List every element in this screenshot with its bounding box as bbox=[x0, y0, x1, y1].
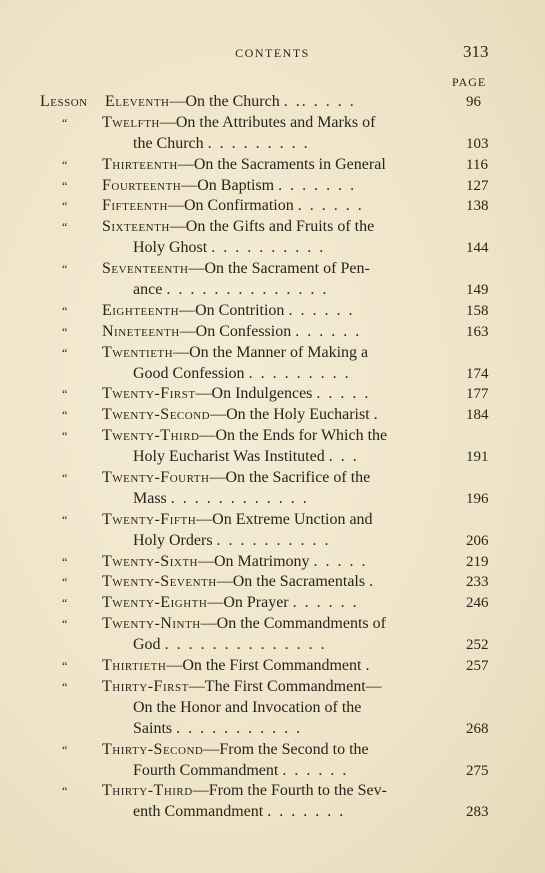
leader-dots: . . . bbox=[328, 448, 359, 466]
toc-line bbox=[0, 343, 545, 364]
entry-title: —On Indulgences bbox=[195, 385, 313, 403]
leader-dots: . . . . . . . . . . . . bbox=[170, 489, 309, 507]
entry-title: —On Contrition bbox=[179, 301, 285, 319]
leader-dots: . . . . . bbox=[316, 385, 371, 403]
entry-title: —The First Commandment— bbox=[188, 677, 382, 695]
entry-text bbox=[102, 510, 373, 531]
leader-dots: . . . . . . . bbox=[278, 176, 357, 194]
entry-text bbox=[102, 405, 380, 426]
toc-entry bbox=[0, 740, 545, 782]
entry-title: Mass bbox=[133, 489, 167, 507]
entry-page-number: 103 bbox=[466, 135, 489, 152]
entry-page-number: 149 bbox=[466, 282, 489, 299]
leader-dots: . . . . . . . . . bbox=[248, 364, 351, 382]
entry-page-number: 219 bbox=[466, 553, 489, 570]
entry-title: ance bbox=[133, 281, 163, 299]
entry-text bbox=[133, 364, 351, 385]
ditto-mark: “ bbox=[62, 617, 68, 632]
toc-line bbox=[0, 238, 545, 259]
entry-page-number: 127 bbox=[466, 177, 489, 194]
toc-line bbox=[0, 552, 545, 573]
lesson-label: Thirty-First bbox=[102, 677, 189, 695]
lesson-label: Thirty-Third bbox=[102, 782, 193, 800]
ditto-mark: “ bbox=[62, 324, 68, 339]
entry-text bbox=[102, 614, 386, 635]
lesson-label: Twenty-Second bbox=[102, 406, 211, 424]
lesson-label: Fifteenth bbox=[102, 197, 168, 215]
entry-page-number: 174 bbox=[466, 365, 489, 382]
toc-entry bbox=[0, 510, 545, 552]
leader-dots: . . . . . . . . . . . bbox=[176, 719, 303, 737]
toc-entry bbox=[0, 384, 545, 405]
entry-text bbox=[102, 155, 386, 176]
toc-line bbox=[0, 301, 545, 322]
toc-line bbox=[0, 677, 545, 698]
toc-line bbox=[0, 405, 545, 426]
toc-entry bbox=[0, 259, 545, 301]
toc-entry bbox=[0, 552, 545, 573]
toc-line bbox=[0, 196, 545, 217]
lesson-label: Twenty-Sixth bbox=[102, 552, 198, 570]
toc-line bbox=[0, 176, 545, 197]
entry-page-number: 196 bbox=[466, 490, 489, 507]
entry-text bbox=[102, 426, 387, 447]
toc-line bbox=[0, 761, 545, 782]
entry-text bbox=[102, 384, 370, 405]
entry-page-number: 233 bbox=[466, 574, 489, 591]
toc-line bbox=[0, 322, 545, 343]
leader-dots: . . . . . . bbox=[295, 322, 362, 340]
entry-title: On the Honor and Invocation of the bbox=[133, 698, 362, 716]
lesson-label: Twenty-Eighth bbox=[102, 594, 208, 612]
ditto-mark: “ bbox=[62, 679, 68, 694]
entry-page-number: 96 bbox=[466, 94, 481, 110]
entry-text bbox=[105, 92, 356, 113]
toc-entry bbox=[0, 656, 545, 677]
toc-line bbox=[0, 280, 545, 301]
ditto-mark: “ bbox=[62, 262, 68, 277]
ditto-mark: “ bbox=[62, 303, 68, 318]
toc-line bbox=[0, 572, 545, 593]
entry-text bbox=[102, 593, 359, 614]
lesson-label: Nineteenth bbox=[102, 322, 180, 340]
lesson-label: Eighteenth bbox=[102, 301, 180, 319]
entry-title: —On the Holy Eucharist bbox=[210, 406, 370, 424]
entry-title: —On the Church bbox=[169, 93, 280, 110]
ditto-mark: “ bbox=[62, 659, 68, 674]
toc-line bbox=[0, 259, 545, 280]
entry-title: —On Matrimony bbox=[197, 552, 310, 570]
entry-page-number: 191 bbox=[466, 449, 489, 466]
lesson-label: Twenty-Fifth bbox=[102, 510, 197, 528]
entry-title: —On Confirmation bbox=[167, 197, 294, 215]
ditto-mark: “ bbox=[62, 408, 68, 423]
ditto-mark: “ bbox=[62, 199, 68, 214]
ditto-mark: “ bbox=[62, 157, 68, 172]
toc-line bbox=[0, 593, 545, 614]
lesson-label: Thirtieth bbox=[102, 657, 167, 675]
ditto-mark: “ bbox=[62, 554, 68, 569]
entry-page-number: 206 bbox=[466, 532, 489, 549]
entry-title: God bbox=[133, 636, 161, 654]
leader-dots: . . . . . . . . . . . . . . bbox=[166, 281, 329, 299]
toc-line bbox=[0, 364, 545, 385]
table-of-contents bbox=[0, 92, 545, 823]
entry-text bbox=[102, 259, 370, 280]
toc-entry bbox=[0, 677, 545, 740]
toc-entry bbox=[0, 196, 545, 217]
entry-title: Holy Orders bbox=[133, 531, 213, 549]
entry-page-number: 283 bbox=[466, 804, 489, 821]
ditto-mark: “ bbox=[62, 220, 68, 235]
leader-dots: . bbox=[365, 657, 372, 675]
toc-entry bbox=[0, 572, 545, 593]
ditto-mark: “ bbox=[62, 596, 68, 611]
entry-text bbox=[133, 698, 361, 719]
toc-entry bbox=[0, 593, 545, 614]
entry-page-number: 144 bbox=[466, 240, 489, 257]
lesson-label: Twentieth bbox=[102, 343, 174, 361]
lesson-label: Seventeenth bbox=[102, 260, 189, 278]
toc-line bbox=[0, 217, 545, 238]
entry-title: —On Extreme Unction and bbox=[196, 510, 373, 528]
ditto-mark: “ bbox=[62, 429, 68, 444]
leader-dots: . . . . . . bbox=[292, 594, 359, 612]
toc-entry bbox=[0, 426, 545, 468]
toc-line bbox=[0, 510, 545, 531]
entry-title: —On the Sacramentals bbox=[216, 573, 366, 591]
entry-title: —On the Sacraments in General bbox=[177, 155, 386, 173]
entry-title: —From the Second to the bbox=[203, 740, 369, 758]
entry-title: —On the Ends for Which the bbox=[199, 427, 388, 445]
entry-title: —On the First Commandment bbox=[166, 657, 362, 675]
toc-entry bbox=[0, 301, 545, 322]
lesson-label: Thirty-Second bbox=[102, 740, 204, 758]
entry-title: Saints bbox=[133, 719, 173, 737]
entry-title: Holy Eucharist Was Instituted bbox=[133, 448, 325, 466]
entry-title: —On Confession bbox=[179, 322, 292, 340]
leader-dots: . . . . . bbox=[313, 552, 368, 570]
entry-text bbox=[102, 572, 375, 593]
entry-page-number: 138 bbox=[466, 198, 489, 215]
entry-text bbox=[102, 677, 382, 698]
toc-line bbox=[0, 426, 545, 447]
ditto-mark: “ bbox=[62, 387, 68, 402]
leader-dots: . . . . . . . bbox=[267, 803, 346, 821]
entry-text bbox=[102, 468, 370, 489]
toc-line bbox=[0, 781, 545, 802]
toc-entry bbox=[0, 405, 545, 426]
entry-text bbox=[102, 656, 371, 677]
entry-text bbox=[133, 447, 359, 468]
entry-text bbox=[102, 552, 368, 573]
entry-title: —On the Commandments of bbox=[200, 615, 386, 633]
ditto-mark: “ bbox=[62, 784, 68, 799]
ditto-mark: “ bbox=[62, 575, 68, 590]
leader-dots: . . . . . . . . . bbox=[207, 134, 310, 152]
entry-title: —On the Manner of Making a bbox=[173, 343, 369, 361]
entry-title: Holy Ghost bbox=[133, 239, 208, 257]
entry-text bbox=[133, 719, 302, 740]
toc-line bbox=[0, 614, 545, 635]
entry-text bbox=[133, 635, 327, 656]
leader-dots: . . . . . . . . . . bbox=[216, 531, 331, 549]
lesson-label: Sixteenth bbox=[102, 218, 170, 236]
toc-line bbox=[0, 92, 545, 113]
toc-entry bbox=[0, 781, 545, 823]
leader-dots: . . . . . . bbox=[297, 197, 364, 215]
lesson-label: Eleventh bbox=[105, 93, 170, 110]
lesson-label: Twenty-Fourth bbox=[102, 469, 210, 487]
toc-entry bbox=[0, 343, 545, 385]
entry-text bbox=[102, 176, 356, 197]
toc-line bbox=[0, 698, 545, 719]
leader-dots: . . . . . . bbox=[282, 761, 349, 779]
leader-dots: . bbox=[373, 406, 380, 424]
toc-line bbox=[0, 635, 545, 656]
lesson-label: Twenty-Third bbox=[102, 427, 200, 445]
leader-dots: . . . . . . . . . . . . . . bbox=[164, 636, 327, 654]
ditto-mark: “ bbox=[62, 471, 68, 486]
lesson-word: Lesson bbox=[40, 93, 88, 110]
entry-text bbox=[102, 217, 374, 238]
entry-page-number: 275 bbox=[466, 762, 489, 779]
toc-entry bbox=[0, 217, 545, 259]
toc-line bbox=[0, 802, 545, 823]
toc-entry bbox=[0, 113, 545, 155]
running-head: CONTENTS bbox=[235, 46, 310, 60]
entry-text bbox=[102, 781, 387, 802]
ditto-mark: “ bbox=[62, 115, 68, 130]
ditto-mark: “ bbox=[62, 742, 68, 757]
toc-line bbox=[0, 384, 545, 405]
toc-entry bbox=[0, 155, 545, 176]
entry-title: Fourth Commandment bbox=[133, 761, 279, 779]
entry-text bbox=[133, 489, 309, 510]
entry-text bbox=[102, 196, 364, 217]
lesson-label: Fourteenth bbox=[102, 176, 182, 194]
page-column-label: PAGE bbox=[452, 75, 487, 89]
toc-line bbox=[0, 155, 545, 176]
entry-text bbox=[102, 113, 375, 134]
ditto-mark: “ bbox=[62, 512, 68, 527]
toc-line bbox=[0, 489, 545, 510]
entry-text bbox=[133, 531, 331, 552]
ditto-mark: “ bbox=[62, 345, 68, 360]
page-number: 313 bbox=[463, 42, 489, 61]
entry-text bbox=[133, 761, 348, 782]
entry-page-number: 177 bbox=[466, 386, 489, 403]
entry-page-number: 246 bbox=[466, 595, 489, 612]
toc-line bbox=[0, 468, 545, 489]
toc-line bbox=[0, 740, 545, 761]
entry-page-number: 268 bbox=[466, 720, 489, 737]
entry-title: Good Confession bbox=[133, 364, 245, 382]
toc-line bbox=[0, 447, 545, 468]
toc-entry bbox=[0, 92, 545, 113]
toc-line bbox=[0, 719, 545, 740]
entry-page-number: 252 bbox=[466, 637, 489, 654]
entry-title: the Church bbox=[133, 134, 204, 152]
entry-title: —On the Sacrament of Pen- bbox=[188, 260, 370, 278]
entry-text bbox=[133, 280, 328, 301]
lesson-label: Twenty-Seventh bbox=[102, 573, 217, 591]
leader-dots: . .. . . . . bbox=[283, 93, 356, 110]
ditto-mark: “ bbox=[62, 178, 68, 193]
entry-text bbox=[102, 343, 368, 364]
entry-text bbox=[102, 740, 369, 761]
toc-line bbox=[0, 656, 545, 677]
lesson-label: Twelfth bbox=[102, 113, 160, 131]
entry-title: —On the Gifts and Fruits of the bbox=[169, 218, 375, 236]
toc-entry bbox=[0, 322, 545, 343]
entry-text bbox=[102, 301, 354, 322]
entry-text bbox=[133, 238, 325, 259]
entry-title: —On the Attributes and Marks of bbox=[159, 113, 376, 131]
entry-page-number: 158 bbox=[466, 302, 489, 319]
entry-text bbox=[133, 802, 345, 823]
entry-title: —On Baptism bbox=[181, 176, 275, 194]
toc-line bbox=[0, 531, 545, 552]
entry-page-number: 163 bbox=[466, 323, 489, 340]
entry-text bbox=[133, 134, 310, 155]
toc-entry bbox=[0, 176, 545, 197]
leader-dots: . bbox=[369, 573, 376, 591]
entry-title: enth Commandment bbox=[133, 803, 264, 821]
lesson-label: Twenty-Ninth bbox=[102, 615, 201, 633]
toc-line bbox=[0, 134, 545, 155]
lesson-label: Twenty-First bbox=[102, 385, 196, 403]
toc-entry bbox=[0, 614, 545, 656]
entry-page-number: 184 bbox=[466, 407, 489, 424]
entry-page-number: 116 bbox=[466, 156, 488, 173]
entry-title: —On the Sacrifice of the bbox=[209, 469, 371, 487]
leader-dots: . . . . . . . . . . bbox=[211, 239, 326, 257]
toc-entry bbox=[0, 468, 545, 510]
entry-title: —On Prayer bbox=[207, 594, 289, 612]
toc-line bbox=[0, 113, 545, 134]
entry-title: —From the Fourth to the Sev- bbox=[192, 782, 387, 800]
lesson-label: Thirteenth bbox=[102, 155, 178, 173]
leader-dots: . . . . . . bbox=[288, 301, 355, 319]
entry-text bbox=[102, 322, 361, 343]
entry-page-number: 257 bbox=[466, 658, 489, 675]
